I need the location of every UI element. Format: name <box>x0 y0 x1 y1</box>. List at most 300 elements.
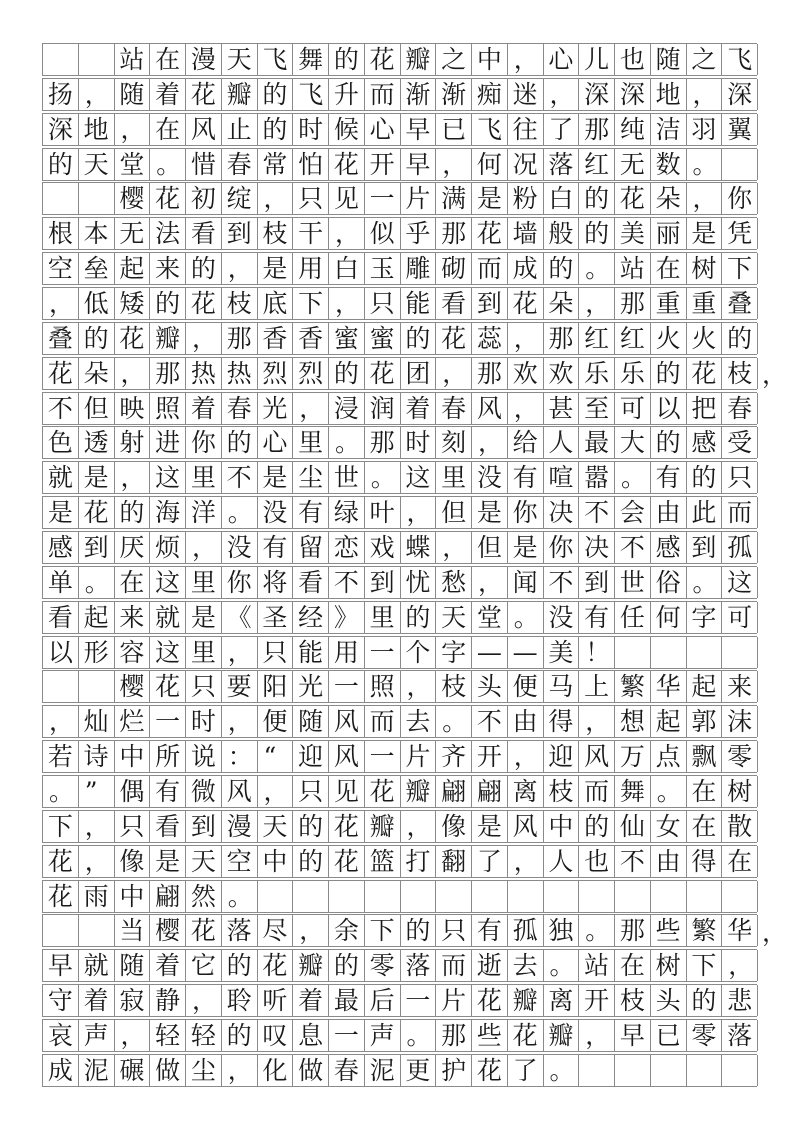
grid-cell: 的 <box>222 427 258 458</box>
grid-cell: 红 <box>615 323 651 354</box>
grid-cell: 就 <box>79 950 115 981</box>
grid-cell: 花 <box>365 44 401 75</box>
grid-cell: 声 <box>79 1020 115 1051</box>
grid-cell: 春 <box>436 393 472 424</box>
grid-row <box>42 984 757 1017</box>
grid-cell <box>43 183 79 214</box>
grid-cell: 天 <box>186 846 222 877</box>
grid-cell: 开 <box>472 741 508 772</box>
grid-cell <box>258 881 294 912</box>
grid-cell: 随 <box>115 79 151 110</box>
grid-cell: — <box>472 637 508 668</box>
grid-row <box>42 740 757 773</box>
grid-cell: 烦 <box>150 532 186 563</box>
grid-cell: 迷 <box>508 79 544 110</box>
grid-cell: 厌 <box>115 532 151 563</box>
grid-cell: 渐 <box>401 79 437 110</box>
grid-cell: 之 <box>436 44 472 75</box>
grid-cell: 的 <box>651 358 687 389</box>
grid-cell: ， <box>436 149 472 180</box>
grid-cell: 树 <box>687 253 723 284</box>
grid-cell: 凭 <box>722 218 758 249</box>
grid-cell: 化 <box>258 1055 294 1086</box>
grid-cell: 时 <box>293 114 329 145</box>
grid-cell: 朵 <box>544 288 580 319</box>
grid-cell: “ <box>258 741 294 772</box>
grid-cell: 落 <box>222 915 258 946</box>
grid-cell: 会 <box>615 497 651 528</box>
grid-cell: 花 <box>365 358 401 389</box>
grid-cell: 看 <box>293 567 329 598</box>
grid-cell: 般 <box>544 218 580 249</box>
grid-cell: 以 <box>651 393 687 424</box>
grid-row <box>42 357 788 390</box>
grid-cell: ， <box>508 846 544 877</box>
grid-row <box>42 531 757 564</box>
grid-cell: 满 <box>436 183 472 214</box>
grid-cell: 只 <box>115 811 151 842</box>
grid-row <box>42 845 757 878</box>
grid-cell: 花 <box>258 950 294 981</box>
grid-cell: 了 <box>544 114 580 145</box>
grid-cell: 息 <box>293 1020 329 1051</box>
grid-cell: ， <box>186 985 222 1016</box>
grid-cell: ， <box>186 532 222 563</box>
grid-cell: 舞 <box>615 776 651 807</box>
grid-cell: 一 <box>365 183 401 214</box>
grid-cell: 来 <box>150 253 186 284</box>
grid-cell: 蕊 <box>472 323 508 354</box>
grid-cell: 你 <box>186 427 222 458</box>
grid-cell: 做 <box>150 1055 186 1086</box>
grid-cell: 着 <box>293 985 329 1016</box>
grid-cell <box>615 881 651 912</box>
grid-cell: 花 <box>79 497 115 528</box>
grid-cell: 叠 <box>722 288 758 319</box>
grid-cell: 看 <box>436 288 472 319</box>
grid-cell: 起 <box>79 602 115 633</box>
grid-cell: 风 <box>329 741 365 772</box>
grid-cell: 离 <box>544 985 580 1016</box>
grid-cell: 它 <box>186 950 222 981</box>
grid-cell: 纯 <box>615 114 651 145</box>
grid-cell: 的 <box>401 602 437 633</box>
grid-cell: ， <box>329 288 365 319</box>
grid-cell: 《 <box>222 602 258 633</box>
grid-cell: 人 <box>544 846 580 877</box>
grid-cell: 去 <box>508 950 544 981</box>
grid-cell: 给 <box>508 427 544 458</box>
grid-cell: 漫 <box>186 44 222 75</box>
grid-cell: 烂 <box>115 706 151 737</box>
grid-cell: 字 <box>436 637 472 668</box>
grid-cell: 。 <box>544 950 580 981</box>
grid-cell: 欢 <box>544 358 580 389</box>
grid-cell: 站 <box>579 950 615 981</box>
grid-cell: 得 <box>687 846 723 877</box>
grid-cell: 迎 <box>293 741 329 772</box>
grid-cell: 烈 <box>258 358 294 389</box>
grid-cell: 由 <box>508 706 544 737</box>
grid-paper <box>42 43 788 1087</box>
grid-cell: 在 <box>687 811 723 842</box>
grid-cell: 是 <box>150 846 186 877</box>
grid-cell: 春 <box>222 149 258 180</box>
grid-cell: 。 <box>544 1055 580 1086</box>
grid-cell <box>687 637 723 668</box>
grid-cell: 了 <box>508 1055 544 1086</box>
grid-cell: 刻 <box>436 427 472 458</box>
grid-cell: 的 <box>401 915 437 946</box>
grid-cell: 是 <box>43 497 79 528</box>
grid-cell: 深 <box>615 79 651 110</box>
grid-cell: 早 <box>401 114 437 145</box>
grid-cell: 在 <box>150 44 186 75</box>
grid-cell: 洁 <box>651 114 687 145</box>
grid-cell: 里 <box>186 637 222 668</box>
grid-cell: 光 <box>258 393 294 424</box>
grid-cell: 女 <box>651 811 687 842</box>
grid-cell: 扬 <box>43 79 79 110</box>
grid-cell: 一 <box>150 706 186 737</box>
grid-cell: 已 <box>651 1020 687 1051</box>
grid-cell: 的 <box>651 427 687 458</box>
grid-cell: 花 <box>615 183 651 214</box>
grid-cell: 火 <box>651 323 687 354</box>
overflow-punctuation: ， <box>762 360 788 390</box>
grid-cell: 泥 <box>365 1055 401 1086</box>
grid-cell: 郭 <box>687 706 723 737</box>
grid-cell: 。 <box>687 567 723 598</box>
grid-cell: 那 <box>544 323 580 354</box>
grid-cell: 。 <box>79 567 115 598</box>
grid-row <box>42 949 757 982</box>
grid-cell: 闻 <box>508 567 544 598</box>
grid-cell: 散 <box>722 811 758 842</box>
grid-cell: 风 <box>329 706 365 737</box>
grid-cell: 没 <box>258 497 294 528</box>
grid-row <box>42 148 757 181</box>
grid-cell: 片 <box>401 183 437 214</box>
grid-cell: 的 <box>401 323 437 354</box>
grid-cell: 随 <box>293 706 329 737</box>
grid-row <box>42 461 757 494</box>
grid-cell: 天 <box>258 811 294 842</box>
grid-cell: 就 <box>43 462 79 493</box>
grid-cell: 你 <box>222 567 258 598</box>
grid-cell: 似 <box>365 218 401 249</box>
grid-cell: 偶 <box>115 776 151 807</box>
grid-cell: 叹 <box>258 1020 294 1051</box>
grid-cell: 些 <box>651 915 687 946</box>
grid-cell: 成 <box>508 253 544 284</box>
grid-cell: 儿 <box>579 44 615 75</box>
grid-cell: 舞 <box>293 44 329 75</box>
grid-cell: 粉 <box>508 183 544 214</box>
grid-cell: 叠 <box>43 323 79 354</box>
grid-cell: 一 <box>329 1020 365 1051</box>
grid-cell: 做 <box>293 1055 329 1086</box>
grid-cell: 渐 <box>436 79 472 110</box>
grid-cell: 尘 <box>186 1055 222 1086</box>
grid-cell: 护 <box>436 1055 472 1086</box>
grid-cell: 然 <box>186 881 222 912</box>
grid-cell: 而 <box>365 706 401 737</box>
grid-cell <box>79 915 115 946</box>
grid-cell: 花 <box>687 358 723 389</box>
grid-cell <box>687 881 723 912</box>
grid-cell: 初 <box>186 183 222 214</box>
grid-row <box>42 670 757 703</box>
grid-cell: 不 <box>222 462 258 493</box>
grid-cell: 。 <box>222 881 258 912</box>
grid-cell: 飞 <box>722 44 758 75</box>
grid-cell: 恋 <box>329 532 365 563</box>
grid-cell: 悲 <box>722 985 758 1016</box>
grid-cell: 往 <box>508 114 544 145</box>
grid-cell <box>544 881 580 912</box>
grid-cell: 灿 <box>79 706 115 737</box>
grid-cell: 来 <box>115 602 151 633</box>
grid-cell: ， <box>722 950 758 981</box>
grid-cell: 深 <box>722 79 758 110</box>
grid-cell: 的 <box>115 497 151 528</box>
grid-cell: 单 <box>43 567 79 598</box>
grid-cell: 春 <box>722 393 758 424</box>
grid-cell: 。 <box>579 915 615 946</box>
grid-cell: 红 <box>579 149 615 180</box>
grid-cell: ” <box>79 776 115 807</box>
grid-cell: ， <box>687 79 723 110</box>
grid-cell <box>329 881 365 912</box>
grid-cell: 站 <box>615 253 651 284</box>
grid-cell: 嚣 <box>579 462 615 493</box>
grid-cell: 不 <box>472 706 508 737</box>
grid-cell <box>43 671 79 702</box>
grid-cell: 止 <box>222 114 258 145</box>
grid-cell: 中 <box>115 741 151 772</box>
grid-cell: 你 <box>722 183 758 214</box>
grid-cell: 枝 <box>436 671 472 702</box>
grid-cell: 是 <box>79 462 115 493</box>
grid-cell: 空 <box>222 846 258 877</box>
grid-cell: 至 <box>579 393 615 424</box>
grid-cell: 见 <box>329 776 365 807</box>
grid-cell: 枝 <box>258 218 294 249</box>
grid-cell: 》 <box>329 602 365 633</box>
grid-cell: 春 <box>329 1055 365 1086</box>
grid-row <box>42 880 757 913</box>
grid-cell: 羽 <box>687 114 723 145</box>
grid-cell: 当 <box>115 915 151 946</box>
grid-cell: ， <box>115 358 151 389</box>
grid-cell: 花 <box>43 358 79 389</box>
grid-cell <box>43 915 79 946</box>
grid-cell: 花 <box>150 183 186 214</box>
grid-cell: 起 <box>115 253 151 284</box>
grid-cell: 本 <box>79 218 115 249</box>
grid-cell <box>722 149 758 180</box>
grid-cell: 中 <box>472 44 508 75</box>
grid-cell: 花 <box>472 1055 508 1086</box>
grid-cell: 瓣 <box>293 950 329 981</box>
grid-cell: ， <box>544 79 580 110</box>
grid-cell: ， <box>436 358 472 389</box>
grid-cell: 随 <box>651 44 687 75</box>
grid-cell: 最 <box>329 985 365 1016</box>
grid-cell: 而 <box>579 776 615 807</box>
grid-cell: 想 <box>615 706 651 737</box>
grid-cell: 翩 <box>472 776 508 807</box>
grid-cell: 的 <box>222 1020 258 1051</box>
grid-cell: 的 <box>579 218 615 249</box>
grid-cell: 上 <box>579 671 615 702</box>
grid-cell <box>79 671 115 702</box>
grid-cell: 站 <box>115 44 151 75</box>
grid-cell <box>293 881 329 912</box>
grid-cell: 打 <box>401 846 437 877</box>
grid-cell: 升 <box>329 79 365 110</box>
grid-cell: 的 <box>687 985 723 1016</box>
grid-cell: 华 <box>722 915 758 946</box>
grid-cell: 。 <box>436 706 472 737</box>
grid-cell: ， <box>258 776 294 807</box>
grid-cell: 玉 <box>365 253 401 284</box>
grid-cell: 开 <box>579 985 615 1016</box>
grid-cell: 润 <box>365 393 401 424</box>
grid-cell: 阳 <box>258 671 294 702</box>
grid-cell: 忧 <box>401 567 437 598</box>
grid-cell: 像 <box>436 811 472 842</box>
grid-cell: 万 <box>615 741 651 772</box>
grid-cell: 乐 <box>579 358 615 389</box>
grid-cell: 不 <box>615 846 651 877</box>
grid-cell: 甚 <box>544 393 580 424</box>
grid-cell: 在 <box>615 950 651 981</box>
grid-cell: 任 <box>615 602 651 633</box>
grid-cell: 是 <box>687 218 723 249</box>
grid-cell: 受 <box>722 427 758 458</box>
grid-cell: 但 <box>472 532 508 563</box>
grid-cell: 蜜 <box>365 323 401 354</box>
grid-cell <box>79 44 115 75</box>
grid-cell: 翻 <box>436 846 472 877</box>
grid-cell: 着 <box>79 985 115 1016</box>
grid-cell: ， <box>258 183 294 214</box>
grid-cell: 最 <box>579 427 615 458</box>
grid-cell: 早 <box>43 950 79 981</box>
grid-cell: 低 <box>79 288 115 319</box>
grid-cell: 篮 <box>365 846 401 877</box>
grid-cell: 花 <box>472 218 508 249</box>
grid-cell: 香 <box>293 323 329 354</box>
grid-cell: 。 <box>150 149 186 180</box>
grid-cell: 心 <box>544 44 580 75</box>
grid-row <box>42 810 757 843</box>
grid-cell: 决 <box>544 497 580 528</box>
grid-cell: ！ <box>579 637 615 668</box>
grid-cell: 只 <box>293 183 329 214</box>
grid-cell: 春 <box>222 393 258 424</box>
overflow-punctuation: ， <box>762 917 788 947</box>
grid-cell: 不 <box>329 567 365 598</box>
grid-cell: 这 <box>150 637 186 668</box>
grid-cell: 那 <box>150 358 186 389</box>
grid-cell: 用 <box>293 253 329 284</box>
grid-cell: 花 <box>508 288 544 319</box>
grid-cell: ， <box>222 706 258 737</box>
grid-cell: 容 <box>115 637 151 668</box>
grid-cell: 空 <box>43 253 79 284</box>
grid-cell: 你 <box>544 532 580 563</box>
grid-cell: 更 <box>401 1055 437 1086</box>
grid-cell: 是 <box>472 183 508 214</box>
grid-cell: ， <box>401 811 437 842</box>
grid-cell: 看 <box>43 602 79 633</box>
grid-cell: 到 <box>687 532 723 563</box>
grid-cell: 离 <box>508 776 544 807</box>
grid-cell: 余 <box>329 915 365 946</box>
grid-cell: 的 <box>258 114 294 145</box>
grid-cell: 尘 <box>293 462 329 493</box>
grid-cell: 不 <box>615 532 651 563</box>
grid-cell: 枝 <box>722 358 758 389</box>
grid-cell: 那 <box>615 288 651 319</box>
grid-cell: 枝 <box>544 776 580 807</box>
grid-cell: 哀 <box>43 1020 79 1051</box>
grid-cell: 飘 <box>687 741 723 772</box>
grid-cell: 风 <box>508 811 544 842</box>
grid-cell: 花 <box>508 1020 544 1051</box>
grid-cell: 何 <box>472 149 508 180</box>
grid-cell: 樱 <box>115 671 151 702</box>
grid-cell: 世 <box>615 567 651 598</box>
grid-cell: 由 <box>651 497 687 528</box>
grid-cell <box>472 881 508 912</box>
grid-row <box>42 496 757 529</box>
grid-cell: 。 <box>687 149 723 180</box>
grid-cell: 那 <box>222 323 258 354</box>
grid-cell: 风 <box>579 741 615 772</box>
grid-cell: 了 <box>472 846 508 877</box>
grid-cell: ， <box>222 637 258 668</box>
grid-cell: 瓣 <box>150 323 186 354</box>
grid-cell: 风 <box>222 776 258 807</box>
grid-cell <box>651 637 687 668</box>
grid-cell: 花 <box>472 985 508 1016</box>
grid-cell: 深 <box>579 79 615 110</box>
grid-cell: 的 <box>293 846 329 877</box>
grid-cell: 开 <box>365 149 401 180</box>
grid-cell: ， <box>115 1020 151 1051</box>
grid-cell: 光 <box>293 671 329 702</box>
grid-cell: 洋 <box>186 497 222 528</box>
grid-cell: 的 <box>329 44 365 75</box>
grid-cell: 若 <box>43 741 79 772</box>
grid-cell: 孤 <box>722 532 758 563</box>
grid-cell: 有 <box>472 915 508 946</box>
grid-cell: 点 <box>651 741 687 772</box>
grid-cell: 花 <box>329 846 365 877</box>
grid-cell: 落 <box>401 950 437 981</box>
grid-cell: 到 <box>472 288 508 319</box>
grid-cell: 进 <box>150 427 186 458</box>
grid-cell: 色 <box>43 427 79 458</box>
grid-cell: 到 <box>222 218 258 249</box>
grid-row <box>42 113 757 146</box>
grid-cell: 在 <box>651 253 687 284</box>
grid-cell: ， <box>508 44 544 75</box>
